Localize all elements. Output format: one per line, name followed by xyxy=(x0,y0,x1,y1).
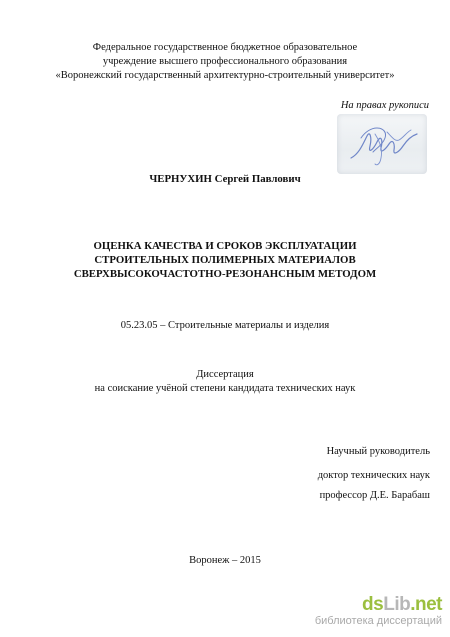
specialty: 05.23.05 – Строительные материалы и изделия xyxy=(120,320,330,331)
signature-icon xyxy=(337,114,427,174)
degree-line-1: Диссертация xyxy=(196,369,254,380)
supervisor-role: Научный руководитель xyxy=(326,446,430,457)
author-name: ЧЕРНУХИН Сергей Павлович xyxy=(149,173,301,185)
supervisor-name: профессор Д.Е. Барабаш xyxy=(319,490,430,501)
thesis-title-line-1: ОЦЕНКА КАЧЕСТВА И СРОКОВ ЭКСПЛУАТАЦИИ xyxy=(93,240,357,252)
degree-line-2: на соискание учёной степени кандидата технических наук xyxy=(94,383,356,394)
logo-lib: Lib xyxy=(383,594,411,615)
supervisor-degree: доктор технических наук xyxy=(317,470,430,481)
institution-line-2: учреждение высшего профессионального образования xyxy=(102,56,348,67)
city-year: Воронеж – 2015 xyxy=(189,555,261,566)
institution-line-1: Федеральное государственное бюджетное образовательное xyxy=(92,42,358,53)
thesis-title-line-3: СВЕРХВЫСОКОЧАСТОТНО-РЕЗОНАНСНЫМ МЕТОДОМ xyxy=(73,268,377,280)
thesis-title-line-2: СТРОИТЕЛЬНЫХ ПОЛИМЕРНЫХ МАТЕРИАЛОВ xyxy=(94,254,356,266)
institution-line-3: «Воронежский государственный архитектурно-строительный университет» xyxy=(55,70,395,81)
dslib-subtitle: библиотека диссертаций xyxy=(314,615,442,627)
signature-image xyxy=(337,114,427,174)
rights-note: На правах рукописи xyxy=(340,100,429,111)
logo-ds: ds xyxy=(362,594,384,615)
dslib-logo[interactable] xyxy=(362,595,442,615)
dslib-watermark[interactable] xyxy=(314,594,442,631)
logo-net: .net xyxy=(410,594,442,615)
